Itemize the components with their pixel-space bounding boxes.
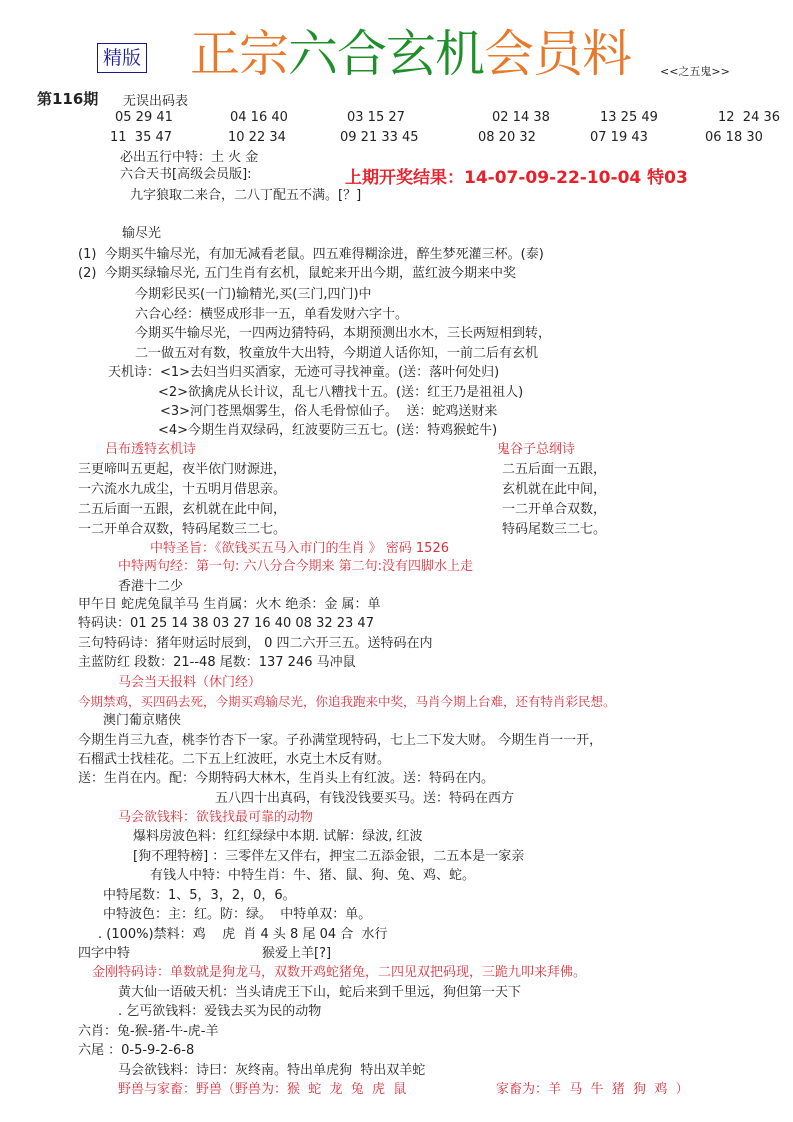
text-line: 中特圣旨：《欲钱买五马入市门的生肖 》 密码 1526 [150, 541, 449, 556]
text-line: 今期禁鸡，买四码去死，今期买鸡输尽光，你追我跑来中奖，马肖今期上台难，还有特肖彩民想。 [78, 694, 616, 709]
text-line: 主蓝防红 段数：21--48 尾数：137 246 马冲鼠 [78, 655, 356, 670]
number-cell: 08 20 32 [478, 130, 536, 145]
page-title [190, 24, 631, 84]
text-line: 澳门葡京赌侠 [103, 713, 182, 728]
text-line: 特码诀：01 25 14 38 03 27 16 40 08 32 23 47 [78, 616, 374, 631]
number-cell: 12 24 36 [718, 110, 781, 125]
section-heading: 鬼谷子总纲诗 [497, 442, 576, 457]
number-cell: 04 16 40 [230, 110, 288, 125]
poem-line: 一二开单合双数， [502, 502, 607, 517]
poem-line: 二五后面一五跟，玄机就在此中间， [78, 502, 287, 517]
poem-line: 一二开单合双数，特码尾数三二七。 [78, 522, 287, 537]
text-line: (1) 今期买牛输尽光，有加无减看老鼠。四五难得糊涂进，醉生梦死灌三杯。(泰) [78, 247, 544, 262]
poem-line: 一六流水九成尘，十五明月借思亲。 [78, 482, 287, 497]
number-cell: 09 21 33 45 [340, 130, 419, 145]
text-line: 必出五行中特：土 火 金 [120, 150, 259, 165]
issue-number: 第116期 [37, 90, 99, 108]
number-cell: 05 29 41 [115, 110, 173, 125]
text-line: . (100%)禁料：鸡 虎 肖 4 头 8 尾 04 合 水行 [98, 927, 388, 942]
text-line: 六合天书[高级会员版]: [120, 167, 252, 182]
subtitle: <<之五鬼>> [660, 65, 730, 78]
text-line: 今期彩民买(一门)输精光,买(三门,四门)中 [135, 287, 372, 302]
title-part: 正宗 [190, 25, 288, 83]
text-line: 六肖：兔-猴-猪-牛-虎-羊 [78, 1024, 219, 1039]
number-cell: 10 22 34 [228, 130, 286, 145]
section-heading: 马会当天报料（休门经） [118, 675, 262, 690]
number-cell: 03 15 27 [347, 110, 405, 125]
text-line: 六尾 ：0-5-9-2-6-8 [78, 1043, 195, 1058]
text-line: 石榴武士找桂花。二下五上红波旺，水克土木反有财。 [78, 752, 391, 767]
text-line: 野兽与家畜：野兽（野兽为：猴 蛇 龙 兔 虎 鼠 [118, 1082, 407, 1097]
text-line: 家畜为：羊 马 牛 猪 狗 鸡 ） [496, 1082, 689, 1097]
text-line: 送：生肖在内。配：今期特码大林木，生肖头上有红波。送：特码在内。 [78, 771, 495, 786]
text-line: 黄大仙一语破天机：当头请虎王下山，蛇后来到千里远，狗但第一天下 [118, 985, 522, 1000]
title-part: 会员料 [484, 25, 631, 83]
text-line: 今期生肖三九查，桃李竹杏下一家。子孙满堂现特码，七上二下发大财。 今期生肖一一开， [78, 733, 603, 748]
text-line: 今期买牛输尽光，一四两边猜特码，本期预测出水木，三长两短相到转， [135, 326, 552, 341]
poem-line: 特码尾数三二七。 [502, 522, 607, 537]
text-line: 马会欲钱料：诗曰：灰终南。特出单虎狗 特出双羊蛇 [118, 1063, 426, 1078]
text-line: 中特波色：主：红。防：绿。 中特单双：单。 [103, 907, 372, 922]
text-line: 输尽光 [122, 226, 162, 241]
text-line: 四字中特 [78, 946, 131, 961]
text-line: 香港十二少 [118, 579, 184, 594]
poem-line: 三更啼叫五更起，夜半依门财源进， [78, 462, 287, 477]
number-cell: 07 19 43 [590, 130, 648, 145]
number-cell: 06 18 30 [705, 130, 763, 145]
text-line: <4>今期生肖双绿码，红波要防三五七。(送：特鸡猴蛇牛) [158, 423, 498, 438]
text-line: 爆料房波色料：红红绿绿中本期. 试解：绿波, 红波 [133, 829, 423, 844]
section-heading: 吕布透特玄机诗 [105, 442, 197, 457]
text-line: 九字狼取二来合，二八丁配五不满。[？] [130, 188, 362, 203]
text-line: 三句特码诗：猪年财运时辰到， 0 四二六开三五。送特码在内 [78, 636, 433, 651]
text-line: (2) 今期买绿输尽光, 五门生肖有玄机，鼠蛇来开出今期，蓝红波今期来中奖 [78, 266, 516, 281]
edition-badge: 精版 [97, 43, 147, 73]
text-line: 二一做五对有数，牧童放牛大出特，今期道人话你知，一前二后有玄机 [135, 346, 539, 361]
title-part: 六合玄机 [288, 25, 484, 83]
number-cell: 13 25 49 [600, 110, 658, 125]
text-line: 天机诗：<1>去妇当归买酒家，无迹可寻找神童。(送：落叶何处归) [108, 365, 500, 380]
number-cell: 11 35 47 [110, 130, 173, 145]
table-label: 无误出码表 [123, 94, 189, 109]
poem-line: 玄机就在此中间， [502, 482, 607, 497]
text-line: 有钱人中特：中特生肖：牛、猪、鼠、狗、兔、鸡、蛇。 [150, 868, 476, 883]
section-heading: 马会欲钱料：欲钱找最可靠的动物 [118, 810, 314, 825]
text-line: <2>欲擒虎从长计议，乱七八糟找十五。(送：红王乃是祖祖人) [158, 385, 524, 400]
text-line: [狗不理特榜] ：三零伴左又伴右，押宝二五添金银，二五本是一家亲 [133, 849, 525, 864]
number-cell: 02 14 38 [492, 110, 550, 125]
text-line: 五八四十出真码，有钱没钱要买马。送：特码在西方 [215, 791, 515, 806]
text-line: 甲午日 蛇虎兔鼠羊马 生肖属：火木 绝杀：金 属：单 [78, 597, 381, 612]
text-line: 中特两句经：第一句: 六八分合今期来 第二句:没有四脚水上走 [118, 559, 474, 574]
poem-line: 二五后面一五跟， [502, 462, 607, 477]
text-line: 中特尾数：1、5，3，2，0，6。 [103, 888, 296, 903]
text-line: 六合心经：横竖成形非一五，单看发财六字十。 [135, 307, 409, 322]
text-line: <3>河门苍黑烟雾生，俗人毛骨惊仙子。 送：蛇鸡送财来 [160, 404, 498, 419]
text-line: . 乞丐欲钱料：爱钱去买为民的动物 [118, 1004, 322, 1019]
text-line: 猴爱上羊[?] [262, 946, 332, 961]
last-result: 上期开奖结果：14-07-09-22-10-04 特03 [345, 168, 688, 188]
text-line: 金刚特码诗：单数就是狗龙马，双数开鸡蛇猪兔，二四见双把码现，三跪九叩来拜佛。 [92, 965, 587, 980]
